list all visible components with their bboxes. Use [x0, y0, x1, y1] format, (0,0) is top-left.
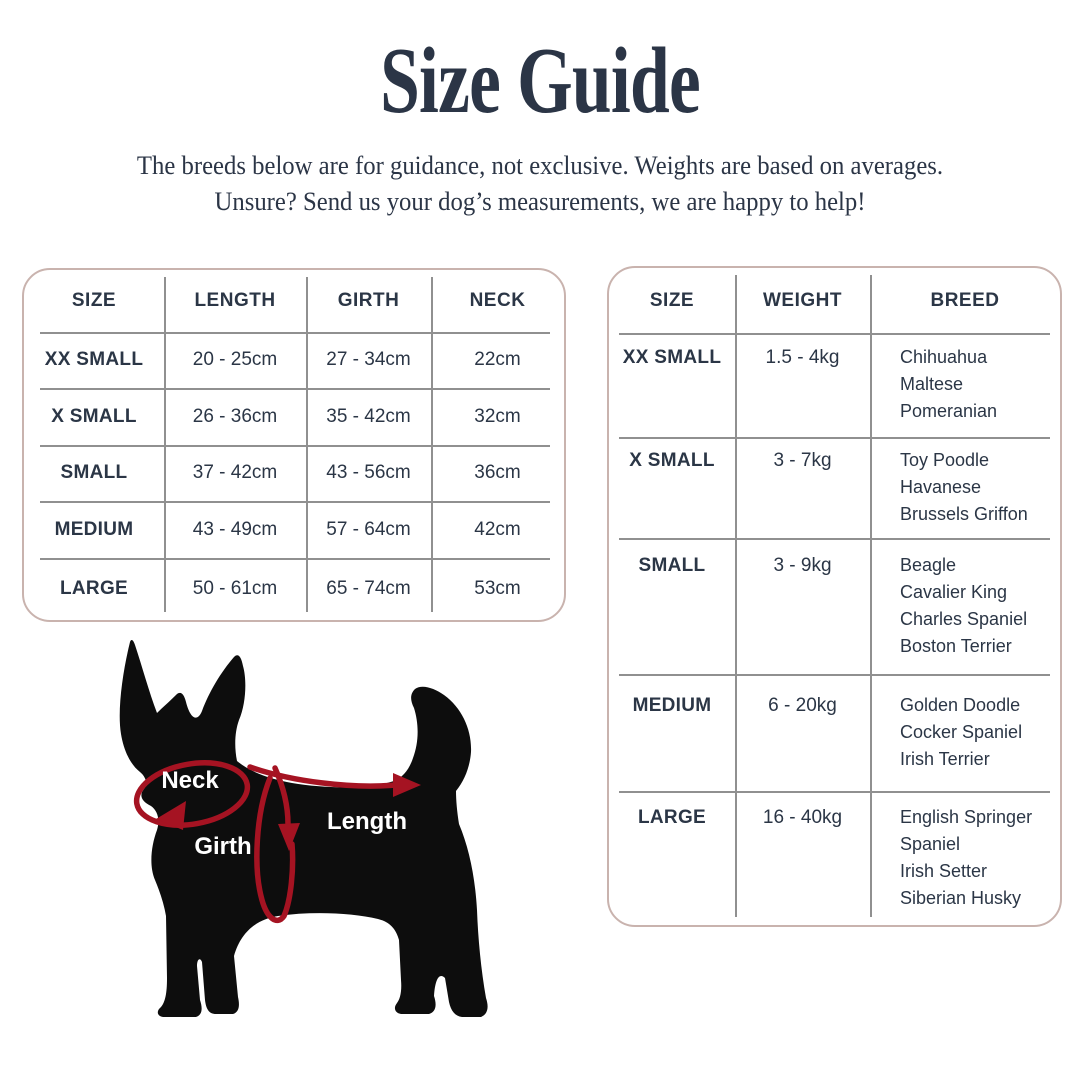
- size-label: X SMALL: [629, 450, 715, 471]
- grid-line: [619, 333, 1050, 335]
- size-label: XX SMALL: [622, 347, 722, 368]
- breed-line: Beagle: [900, 555, 957, 575]
- breed-line: Golden Doodle: [900, 695, 1021, 715]
- size-label: SMALL: [60, 462, 128, 483]
- girth-label: Girth: [194, 833, 252, 860]
- girth-cell: 57 - 64cm: [326, 518, 411, 540]
- breeds-grid: [609, 268, 1060, 925]
- column-header-size: SIZE: [71, 290, 117, 311]
- grid-line: [735, 275, 737, 917]
- column-header-size: SIZE: [649, 290, 695, 311]
- breed-line: Havanese: [900, 477, 982, 497]
- length-label: Length: [327, 808, 407, 835]
- dog-silhouette-icon: [120, 640, 488, 1017]
- size-label: MEDIUM: [54, 518, 134, 540]
- size-label: MEDIUM: [632, 695, 712, 716]
- size-label: X SMALL: [51, 405, 137, 427]
- breed-line: Boston Terrier: [900, 636, 1012, 656]
- dog-diagram-svg: [100, 628, 560, 1070]
- neck-cell: 53cm: [474, 578, 521, 599]
- length-cell: 50 - 61cm: [192, 578, 278, 599]
- neck-cell: 32cm: [474, 405, 521, 427]
- column-header-breed: BREED: [930, 290, 1000, 311]
- column-header-neck: NECK: [469, 290, 526, 311]
- measurements-table: [22, 268, 566, 622]
- breed-cell: [870, 791, 1060, 925]
- breed-cell: [870, 333, 1060, 437]
- grid-line: [40, 332, 550, 334]
- breed-cell: [870, 437, 1060, 538]
- breed-cell: [870, 538, 1060, 674]
- length-cell: 43 - 49cm: [192, 518, 278, 540]
- size-label: SMALL: [638, 555, 706, 576]
- breed-line: Maltese: [900, 374, 964, 394]
- breed-line: Cocker Spaniel: [900, 722, 1023, 742]
- grid-line: [40, 501, 550, 503]
- girth-cell: 35 - 42cm: [326, 405, 411, 427]
- neck-cell: 42cm: [474, 518, 521, 540]
- grid-line: [40, 558, 550, 560]
- breed-line: Pomeranian: [900, 401, 998, 421]
- weight-cell: 6 - 20kg: [768, 695, 837, 716]
- grid-line: [619, 538, 1050, 540]
- breed-line: Brussels Griffon: [900, 504, 1028, 524]
- breed-line: English Springer: [900, 807, 1033, 827]
- size-label: XX SMALL: [44, 349, 144, 370]
- grid-line: [619, 437, 1050, 439]
- dog-measurement-diagram: [100, 628, 560, 1070]
- neck-cell: 22cm: [474, 349, 521, 370]
- weight-cell: 1.5 - 4kg: [765, 347, 840, 368]
- grid-line: [619, 674, 1050, 676]
- breeds-table: [607, 266, 1062, 927]
- subtitle-line-2: Unsure? Send us your dog’s measurements, we are happy to help!: [214, 187, 866, 216]
- column-header-girth: GIRTH: [337, 290, 400, 311]
- girth-cell: 43 - 56cm: [326, 462, 411, 483]
- breed-line: Spaniel: [900, 834, 961, 854]
- breed-line: Irish Setter: [900, 861, 988, 881]
- length-cell: 26 - 36cm: [192, 405, 278, 427]
- size-label: LARGE: [60, 578, 128, 599]
- neck-cell: 36cm: [474, 462, 521, 483]
- breed-line: Siberian Husky: [900, 888, 1022, 908]
- breed-line: Toy Poodle: [900, 450, 990, 470]
- weight-cell: 3 - 7kg: [773, 450, 832, 471]
- size-label: LARGE: [638, 807, 706, 828]
- column-header-length: LENGTH: [194, 290, 276, 311]
- grid-line: [40, 388, 550, 390]
- breed-line: Chihuahua: [900, 347, 988, 367]
- weight-cell: 16 - 40kg: [762, 807, 843, 828]
- breed-line: Charles Spaniel: [900, 609, 1028, 629]
- neck-label: Neck: [161, 767, 219, 794]
- grid-line: [619, 791, 1050, 793]
- breed-cell: [870, 674, 1060, 791]
- breed-line: Irish Terrier: [900, 749, 990, 769]
- length-cell: 37 - 42cm: [192, 462, 278, 483]
- length-cell: 20 - 25cm: [192, 349, 278, 370]
- grid-line: [40, 445, 550, 447]
- grid-line: [870, 275, 872, 917]
- page-title: Size Guide: [380, 29, 700, 133]
- column-header-weight: WEIGHT: [763, 290, 842, 311]
- girth-cell: 27 - 34cm: [326, 349, 411, 370]
- weight-cell: 3 - 9kg: [773, 555, 832, 576]
- breed-line: Cavalier King: [900, 582, 1008, 602]
- page-subtitle: [27, 148, 1053, 220]
- girth-cell: 65 - 74cm: [326, 578, 411, 599]
- subtitle-line-1: The breeds below are for guidance, not exclusive. Weights are based on averages.: [136, 151, 944, 180]
